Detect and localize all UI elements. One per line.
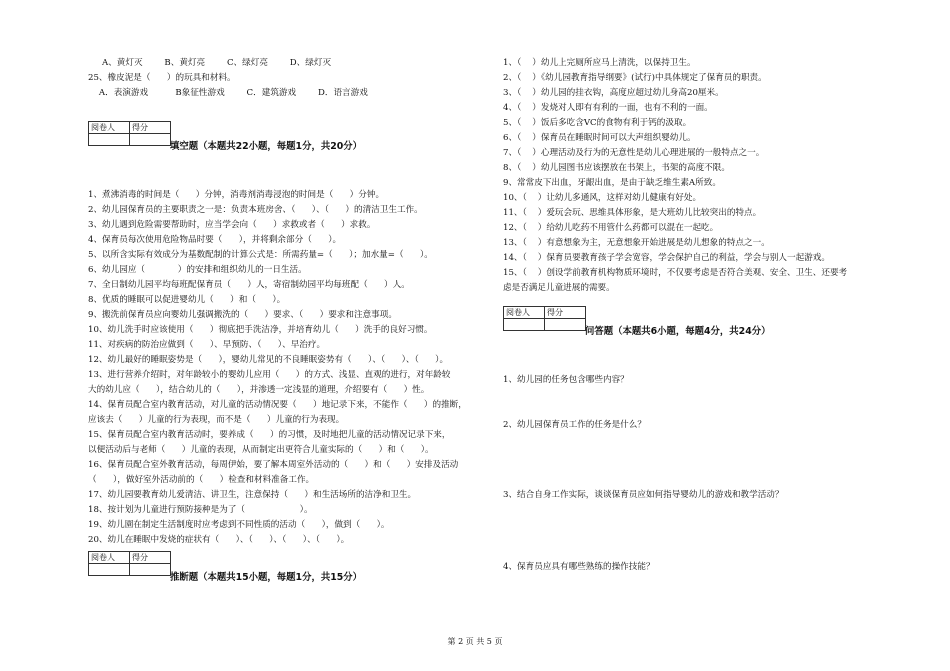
fill-line: 2、幼儿园保育员的主要职责之一是：负责本班房舍、（ ）、（ ）的清洁卫生工作。 <box>88 205 423 215</box>
judge-line: 3、（ ）幼儿园的挂衣钩，高度应超过幼儿身高20厘米。 <box>503 88 724 98</box>
score-label: 得分 <box>545 307 586 319</box>
grader-label: 阅卷人 <box>89 552 130 564</box>
fill-line: 8、优质的睡眠可以促进婴幼儿（ ）和（ ）。 <box>88 295 286 305</box>
grader-label: 阅卷人 <box>89 122 130 134</box>
fill-line: 3、幼儿遇到危险需要帮助时，应当学会向（ ）求救或者（ ）求救。 <box>88 220 376 230</box>
judge-line: 虑是否满足儿童进展的需要。 <box>503 283 615 293</box>
grader-cell <box>89 564 130 576</box>
fill-section-title: 填空题（本题共22小题，每题1分，共20分） <box>170 141 362 152</box>
judge-line: 12、（ ）给幼儿吃药不用管什么药都可以混在一起吃。 <box>503 223 719 233</box>
score-box-fill <box>88 121 171 146</box>
question-25-options: A．表演游戏 B象征性游戏 C．建筑游戏 D．语言游戏 <box>88 88 368 98</box>
fill-line: 以便活动后与老师（ ）儿童的表现，从而制定出更符合儿童实际的（ ）和（ ）。 <box>88 445 434 455</box>
score-label: 得分 <box>130 122 171 134</box>
fill-line: 19、幼儿園在制定生活制度时应考虑到不同性质的活动（ ），做到（ ）。 <box>88 520 390 530</box>
judge-line: 5、（ ）饭后多吃含VC的食物有利于钙的汲取。 <box>503 118 692 128</box>
fill-line: 1、煮沸消毒的时间是（ ）分钟，消毒剂消毒浸泡的时间是（ ）分钟。 <box>88 190 385 200</box>
judge-line: 14、（ ）保育员要教育孩子学会宽容，学会保护自己的利益，学会与别人一起游戏。 <box>503 253 830 263</box>
judge-line: 6、（ ）保育员在睡眠时间可以大声组织婴幼儿。 <box>503 133 696 143</box>
fill-line: 17、幼儿园要教育幼儿爱清洁、讲卫生，注意保持（ ）和生活场所的洁净和卫生。 <box>88 490 417 500</box>
fill-line: 15、保育员配合室内教育活动时，要养成（ ）的习惯，及时地把儿童的活动情况记录下来， <box>88 430 451 440</box>
fill-line: 5、以所含实际有效成分为基数配制的计算公式是：所需药量=（ ）；加水量=（ ）。 <box>88 250 433 260</box>
score-box-qa <box>503 306 586 331</box>
qa-item: 1、幼儿园的任务包含哪些内容？ <box>503 375 629 385</box>
fill-line: 应该去（ ）儿童的行为表现，而不是（ ）儿童的行为表现。 <box>88 415 345 425</box>
grader-label: 阅卷人 <box>504 307 545 319</box>
question-25: 25、橡皮泥是（ ）的玩具和材料。 <box>88 73 236 83</box>
judge-line: 4、（ ）发烧对人即有有利的一面，也有不利的一面。 <box>503 103 713 113</box>
fill-line: 13、进行营养介绍时，对年龄较小的婴幼儿应用（ ）的方式、浅显、直观的进行，对年龄较 <box>88 370 451 380</box>
judge-line: 11、（ ）爱玩会玩、思维具体形象，是大班幼儿比较突出的特点。 <box>503 208 762 218</box>
fill-line: 10、幼儿洗手时应该使用（ ）彻底把手洗洁净，并培育幼儿（ ）洗手的良好习惯。 <box>88 325 433 335</box>
score-cell <box>130 564 171 576</box>
score-cell <box>130 134 171 146</box>
qa-section-title: 问答题（本题共6小题，每题4分，共24分） <box>585 326 771 337</box>
grader-cell <box>504 319 545 331</box>
fill-line: 大的幼儿应（ ），结合幼儿的（ ），并渗透一定浅显的道理，介绍要有（ ）性。 <box>88 385 430 395</box>
fill-line: 9、搬洗前保育员应向婴幼儿强调搬洗的（ ）要求、（ ）要求和注意事项。 <box>88 310 397 320</box>
judge-line: 8、（ ）幼儿园图书应该摆放在书架上，书架的高度不限。 <box>503 163 730 173</box>
score-label: 得分 <box>130 552 171 564</box>
judge-line: 9、常常皮下出血，牙龈出血，是由于缺乏维生素A所致。 <box>503 178 721 188</box>
score-box-judge <box>88 551 171 576</box>
qa-item: 3、结合自身工作实际，谈谈保育员应如何指导婴幼儿的游戏和教学活动？ <box>503 490 784 500</box>
fill-line: 7、全日制幼儿园平均每班配保育员（ ）人，寄宿制幼园平均每班配（ ）人。 <box>88 280 410 290</box>
fill-line: 11、对疾病的防治应做到（ ）、早预防、（ ）、早治疗。 <box>88 340 326 350</box>
qa-item: 2、幼儿园保育员工作的任务是什么？ <box>503 420 646 430</box>
judge-line: 13、（ ）有意想象为主，无意想象开始进展是幼儿想象的特点之一。 <box>503 238 770 248</box>
judge-line: 15、（ ）创设学前教育机构物质环境时，不仅要考虑是否符合美观、安全、卫生、还要考 <box>503 268 848 278</box>
fill-line: 16、保育员配合室外教育活动，每周伊始，要了解本周室外活动的（ ）和（ ）安排及活动 <box>88 460 459 470</box>
score-cell <box>545 319 586 331</box>
judge-line: 10、（ ）让幼儿多通风，这样对幼儿健康有好处。 <box>503 193 702 203</box>
page-number: 第 2 页 共 5 页 <box>447 637 503 646</box>
judge-line: 1、（ ）幼儿上完厕所应马上清洗，以保持卫生。 <box>503 58 696 68</box>
fill-line: 14、保育员配合室内教育活动，对儿童的活动情况要（ ）地记录下来，不能作（ ）的推断， <box>88 400 467 410</box>
question-24-options: A、黄灯灭 B、黄灯亮 C、绿灯亮 D、绿灯灭 <box>102 58 332 68</box>
fill-line: 20、幼儿在睡眠中发烧的症状有（ ）、（ ）、（ ）、（ ）。 <box>88 535 350 545</box>
judge-line: 2、（ ）《幼儿园教育指导纲要》(试行)中具体规定了保育员的职责。 <box>503 73 767 83</box>
fill-line: 12、幼儿最好的睡眠姿势是（ ），婴幼儿常见的不良睡眠姿势有（ ）、（ ）、（ ）。 <box>88 355 449 365</box>
fill-line: （ ），做好室外活动前的（ ）检查和材料准备工作。 <box>88 475 315 485</box>
grader-cell <box>89 134 130 146</box>
judge-section-title: 推断题（本题共15小题，每题1分，共15分） <box>170 572 362 583</box>
fill-line: 18、按计划为儿童进行预防接种是为了（ ）。 <box>88 505 313 515</box>
fill-line: 6、幼儿园应（ ）的安排和组织幼儿的一日生活。 <box>88 265 307 275</box>
qa-item: 4、保育员应具有哪些熟练的操作技能？ <box>503 562 655 572</box>
fill-line: 4、保育员每次使用危险物品时要（ ），并将剩余部分（ ）。 <box>88 235 342 245</box>
judge-line: 7、（ ）心理活动及行为的无意性是幼儿心理进展的一般特点之一。 <box>503 148 765 158</box>
